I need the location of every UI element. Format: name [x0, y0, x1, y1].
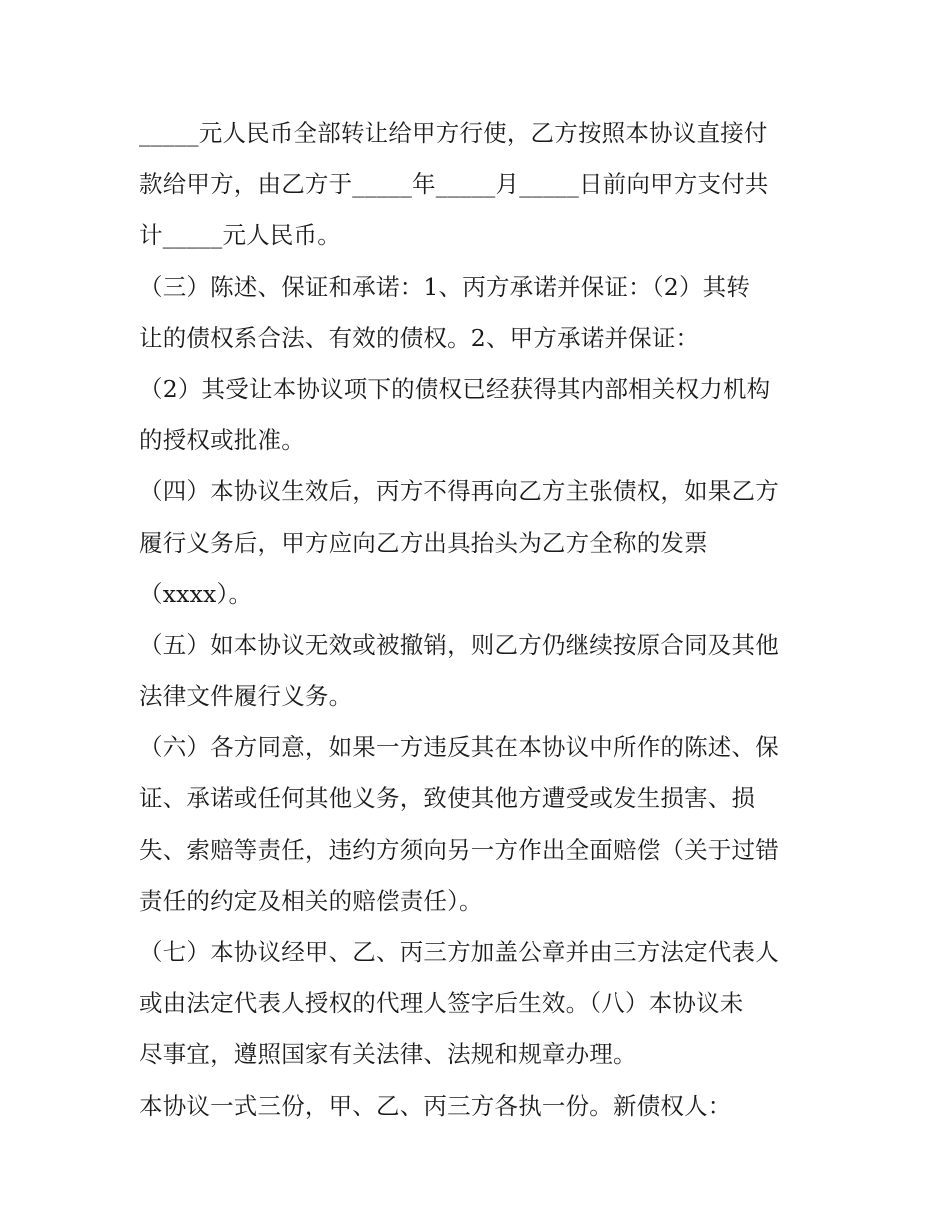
text-line: （xxxx）。	[139, 579, 253, 608]
text-line: （三）陈述、保证和承诺：1、丙方承诺并保证：（2）其转	[139, 272, 751, 301]
text-line: 款给甲方，由乙方于_____年_____月_____日前向甲方支付共	[139, 170, 769, 199]
text-line: 责任的约定及相关的赔偿责任）。	[139, 886, 483, 915]
text-line: 的授权或批准。	[139, 426, 305, 455]
text-line: （2）其受让本协议项下的债权已经获得其内部相关权力机构	[139, 374, 771, 403]
text-line: 履行义务后，甲方应向乙方出具抬头为乙方全称的发票	[139, 528, 708, 557]
text-line: 失、索赔等责任，违约方须向另一方作出全面赔偿（关于过错	[139, 835, 779, 864]
text-line: （七）本协议经甲、乙、丙三方加盖公章并由三方法定代表人	[139, 938, 779, 966]
text-line: 尽事宜，遵照国家有关法律、法规和规章办理。	[139, 1040, 637, 1069]
document-body	[139, 108, 819, 1132]
text-line: 让的债权系合法、有效的债权。2、甲方承诺并保证：	[139, 323, 700, 352]
text-line: 或由法定代表人授权的代理人签字后生效。（八）本协议未	[139, 989, 744, 1018]
text-line: （六）各方同意，如果一方违反其在本协议中所作的陈述、保	[139, 733, 779, 762]
text-line: 本协议一式三份，甲、乙、丙三方各执一份。新债权人：	[139, 1091, 732, 1120]
text-line: （四）本协议生效后，丙方不得再向乙方主张债权，如果乙方	[139, 477, 779, 506]
text-line: 计_____元人民币。	[139, 221, 341, 250]
text-line: 证、承诺或任何其他义务，致使其他方遭受或发生损害、损	[139, 784, 756, 813]
text-line: （五）如本协议无效或被撤销，则乙方仍继续按原合同及其他	[139, 630, 779, 659]
text-line: 法律文件履行义务。	[139, 682, 353, 711]
text-line: _____元人民币全部转让给甲方行使，乙方按照本协议直接付	[139, 119, 768, 147]
